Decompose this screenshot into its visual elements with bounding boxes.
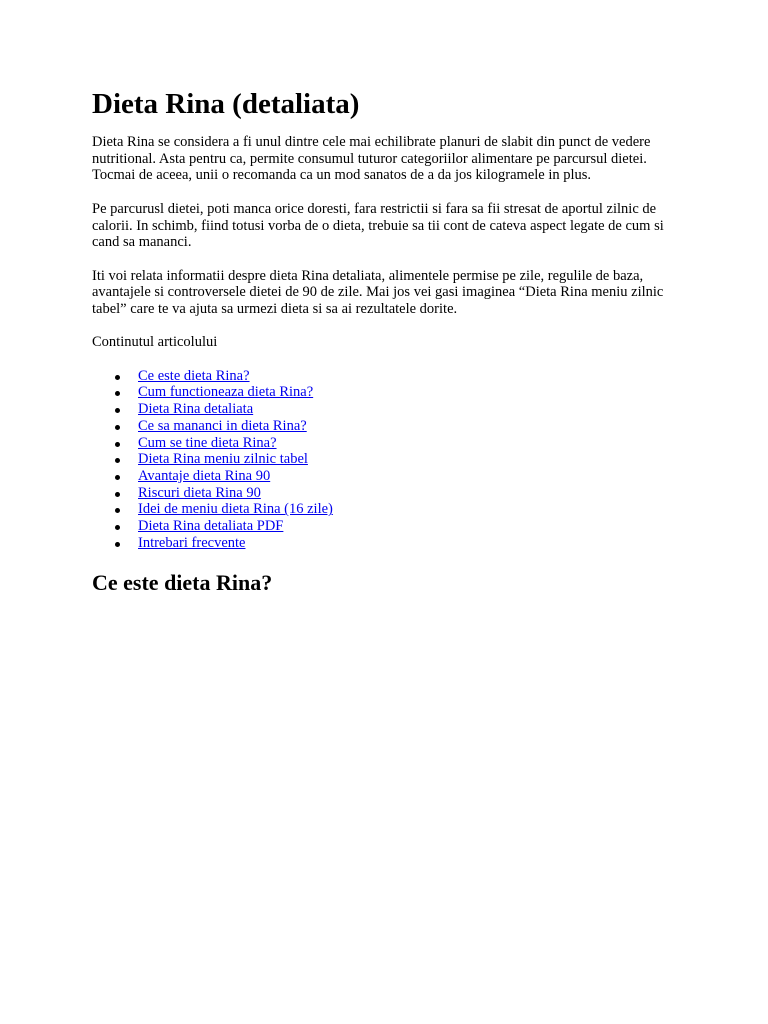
intro-paragraph-1: Dieta Rina se considera a fi unul dintre cele mai echilibrate planuri de slabit din punct de vedere nutritional. Asta pentru ca, permite consumul tuturor categoriilor alimentare pe parcursul dietei. Tocmai de aceea, unii o recomanda ca un mod sanatos de a da jos kilogramele in plus. [92, 134, 651, 184]
intro-paragraph-3: Iti voi relata informatii despre dieta Rina detaliata, alimentele permise pe zile, regulile de baza, avantajele si controversele dietei de 90 de zile. Mai jos vei gasi imaginea “Dieta Rina meniu zilnic tabel” care te va ajuta sa urmezi dieta si sa ai rezultatele dorite. [92, 267, 664, 317]
intro-paragraph-2: Pe parcurusl dietei, poti manca orice doresti, fara restrictii si fara sa fii stresat de aportul zilnic de calorii. In schimb, fiind totusi vorba de o dieta, trebuie sa tii cont de cateva aspect legate de cum si cand sa mananci. [92, 200, 664, 251]
toc-item [138, 451, 676, 468]
toc-heading: Continutul articolului [92, 334, 218, 351]
toc-link-pdf[interactable]: Dieta Rina detaliata PDF [138, 518, 284, 535]
toc-item [138, 485, 676, 502]
bullet-icon [115, 375, 120, 380]
table-of-contents [92, 368, 676, 552]
toc-link-avantaje[interactable]: Avantaje dieta Rina 90 [138, 468, 271, 484]
bullet-icon [115, 442, 120, 447]
toc-item [138, 501, 676, 518]
toc-item [138, 418, 676, 435]
section-heading: Ce este dieta Rina? [92, 569, 273, 595]
bullet-icon [115, 525, 120, 530]
toc-link-cum-functioneaza[interactable]: Cum functioneaza dieta Rina? [138, 384, 314, 401]
toc-link-cum-se-tine[interactable]: Cum se tine dieta Rina? [138, 434, 277, 451]
toc-link-ce-este[interactable]: Ce este dieta Rina? [138, 367, 250, 384]
toc-link-idei-meniu[interactable]: Idei de meniu dieta Rina (16 zile) [138, 501, 333, 518]
bullet-icon [115, 508, 120, 513]
page-title: Dieta Rina (detaliata) [92, 88, 360, 120]
toc-item [138, 368, 676, 385]
toc-link-ce-sa-mananci[interactable]: Ce sa mananci in dieta Rina? [138, 417, 307, 434]
bullet-icon [115, 542, 120, 547]
toc-link-intrebari[interactable]: Intrebari frecvente [138, 534, 246, 551]
bullet-icon [115, 425, 120, 430]
toc-item [138, 518, 676, 535]
toc-item [138, 535, 676, 552]
bullet-icon [115, 408, 120, 413]
toc-link-meniu-zilnic[interactable]: Dieta Rina meniu zilnic tabel [138, 451, 308, 468]
bullet-icon [115, 391, 120, 396]
bullet-icon [115, 492, 120, 497]
bullet-icon [115, 475, 120, 480]
toc-item [138, 468, 676, 485]
toc-item [138, 435, 676, 452]
toc-link-riscuri[interactable]: Riscuri dieta Rina 90 [138, 484, 261, 501]
bullet-icon [115, 458, 120, 463]
toc-item [138, 401, 676, 418]
toc-link-detaliata[interactable]: Dieta Rina detaliata [138, 401, 254, 418]
toc-item [138, 384, 676, 401]
